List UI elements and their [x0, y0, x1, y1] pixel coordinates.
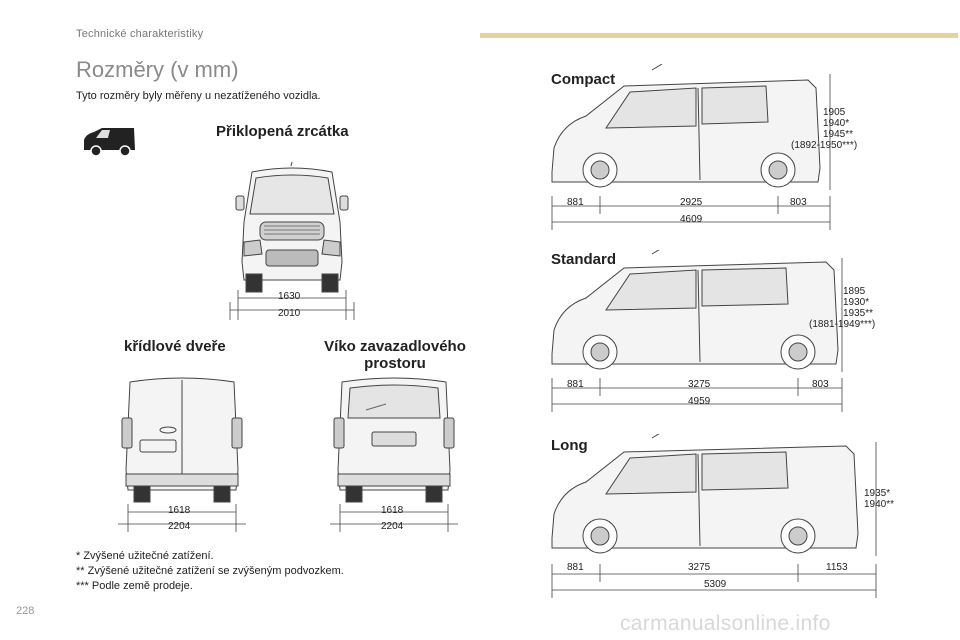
wing-width-outer: 2204 — [168, 521, 191, 532]
compact-wheelbase: 2925 — [680, 197, 703, 208]
footnote-1: * Zvýšené užitečné zatížení. — [76, 550, 214, 562]
watermark: carmanualsonline.info — [620, 612, 831, 635]
standard-heights — [809, 286, 876, 330]
standard-height-4: (1881-1949***) — [809, 319, 876, 330]
front-width-outer: 2010 — [278, 308, 301, 319]
front-view-title: Přiklopená zrcátka — [216, 123, 349, 140]
long-front-overhang: 881 — [567, 562, 584, 573]
compact-front-overhang: 881 — [567, 197, 584, 208]
compact-side-diagram — [546, 64, 846, 239]
standard-height-1: 1895 — [843, 286, 866, 297]
tailgate-title-line2: prostoru — [364, 355, 426, 372]
wing-doors-title: křídlové dveře — [124, 338, 226, 355]
long-height-1: 1935* — [864, 488, 891, 499]
header-bar — [480, 33, 958, 38]
tailgate-title — [315, 338, 475, 372]
van-icon — [80, 126, 138, 163]
compact-heights — [791, 107, 858, 151]
footnotes — [76, 549, 344, 594]
standard-height-2: 1930* — [843, 297, 870, 308]
standard-height-3: 1935** — [843, 308, 874, 319]
long-length: 5309 — [704, 579, 727, 590]
footnote-3: *** Podle země prodeje. — [76, 580, 193, 592]
compact-height-3: 1945** — [823, 129, 854, 140]
standard-wheelbase: 3275 — [688, 379, 711, 390]
page-subtitle: Tyto rozměry byly měřeny u nezatíženého vozidla. — [76, 90, 321, 102]
page-number: 228 — [16, 605, 35, 617]
wing-width-inner: 1618 — [168, 505, 191, 516]
compact-height-1: 1905 — [823, 107, 846, 118]
long-wheelbase: 3275 — [688, 562, 711, 573]
long-heights — [864, 488, 894, 510]
tailgate-width-outer: 2204 — [381, 521, 404, 532]
long-rear-overhang: 1153 — [826, 562, 848, 573]
compact-length: 4609 — [680, 214, 703, 225]
standard-front-overhang: 881 — [567, 379, 584, 390]
variant-standard-title: Standard — [551, 251, 617, 268]
front-width-inner: 1630 — [278, 291, 301, 302]
footnote-2: ** Zvýšené užitečné zatížení se zvýšeným podvozkem. — [76, 565, 344, 577]
page-title: Rozměry (v mm) — [76, 57, 239, 82]
standard-length: 4959 — [688, 396, 711, 407]
variant-long-title: Long — [551, 437, 588, 454]
standard-side-diagram — [546, 250, 846, 419]
tailgate-title-line1: Víko zavazadlového — [324, 338, 466, 355]
variant-compact-title: Compact — [551, 71, 616, 88]
header-section: Technické charakteristiky — [76, 28, 204, 40]
compact-rear-overhang: 803 — [790, 197, 807, 208]
tailgate-width-inner: 1618 — [381, 505, 404, 516]
standard-rear-overhang: 803 — [812, 379, 829, 390]
long-height-2: 1940** — [864, 499, 895, 510]
front-view-diagram — [222, 162, 362, 327]
compact-height-2: 1940* — [823, 118, 850, 129]
compact-height-4: (1892-1950***) — [791, 140, 858, 151]
